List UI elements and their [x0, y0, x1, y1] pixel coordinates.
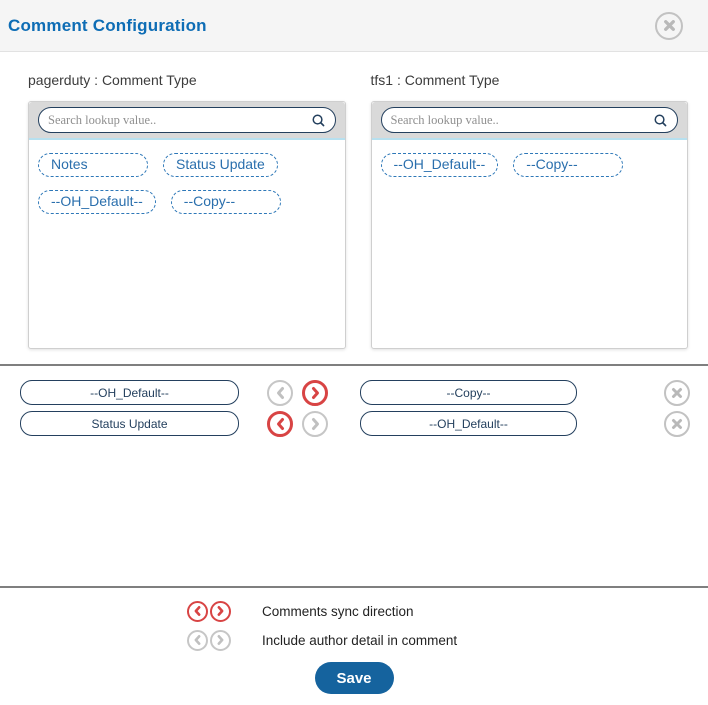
option-right-arrow-button[interactable]	[210, 601, 231, 622]
tfs1-chips-area	[372, 140, 688, 190]
chevron-right-icon	[216, 634, 225, 646]
tfs1-panel-label: tfs1 : Comment Type	[370, 72, 500, 88]
pagerduty-chips-area	[29, 140, 345, 227]
mapping-direction-arrows	[267, 411, 328, 437]
pagerduty-panel-label: pagerduty : Comment Type	[28, 72, 197, 88]
mapping-direction-arrows	[267, 380, 328, 406]
remove-mapping-button[interactable]	[664, 411, 690, 437]
close-dialog-button[interactable]	[655, 12, 683, 40]
comments-sync-direction-row	[0, 600, 708, 622]
save-button-container	[0, 662, 708, 694]
chevron-right-icon	[310, 386, 321, 400]
footer-options-section	[0, 588, 708, 694]
spacer	[0, 349, 708, 364]
mapping-left-value[interactable]: Status Update	[20, 411, 239, 436]
lookup-chip-copy[interactable]: --Copy--	[513, 153, 623, 177]
remove-icon	[671, 418, 683, 430]
lookup-chip-copy[interactable]: --Copy--	[171, 190, 281, 214]
option-left-arrow-button[interactable]	[187, 601, 208, 622]
include-author-detail-label: Include author detail in comment	[262, 632, 458, 648]
comments-sync-direction-label: Comments sync direction	[262, 603, 414, 619]
chevron-right-icon	[310, 417, 321, 431]
pagerduty-panel-column	[28, 72, 346, 349]
tfs1-lookup-panel	[371, 101, 689, 349]
mapping-left-value[interactable]: --OH_Default--	[20, 380, 239, 405]
search-icon	[653, 113, 668, 128]
direction-left-arrow-button[interactable]	[267, 411, 293, 437]
chevron-left-icon	[275, 386, 286, 400]
remove-icon	[671, 387, 683, 399]
direction-right-arrow-button[interactable]	[302, 411, 328, 437]
include-author-detail-row	[0, 629, 708, 651]
mapping-row-2	[0, 411, 708, 436]
search-icon	[311, 113, 326, 128]
option-right-arrow-button[interactable]	[210, 630, 231, 651]
save-button[interactable]: Save	[315, 662, 394, 694]
lookup-chip-oh-default[interactable]: --OH_Default--	[38, 190, 156, 214]
chevron-left-icon	[193, 634, 202, 646]
dialog-title: Comment Configuration	[8, 15, 207, 35]
tfs1-search-strip	[372, 102, 688, 140]
comments-sync-direction-arrows	[187, 601, 231, 622]
pagerduty-search-strip	[29, 102, 345, 140]
close-icon	[663, 19, 676, 32]
lookup-chip-oh-default[interactable]: --OH_Default--	[381, 153, 499, 177]
tfs1-search-box	[381, 107, 679, 133]
option-left-arrow-button[interactable]	[187, 630, 208, 651]
mapping-right-value[interactable]: --Copy--	[360, 380, 577, 405]
mapping-row-1	[0, 380, 708, 405]
include-author-detail-arrows	[187, 630, 231, 651]
direction-left-arrow-button[interactable]	[267, 380, 293, 406]
mapping-section	[0, 366, 708, 586]
lookup-chip-status-update[interactable]: Status Update	[163, 153, 278, 177]
dialog-header	[0, 0, 708, 52]
pagerduty-search-box	[38, 107, 336, 133]
remove-mapping-button[interactable]	[664, 380, 690, 406]
pagerduty-lookup-panel	[28, 101, 346, 349]
pagerduty-search-input[interactable]	[48, 113, 305, 128]
chevron-left-icon	[275, 417, 286, 431]
direction-right-arrow-button[interactable]	[302, 380, 328, 406]
chevron-right-icon	[216, 605, 225, 617]
lookup-chip-notes[interactable]: Notes	[38, 153, 148, 177]
tfs1-panel-column	[371, 72, 689, 349]
tfs1-search-input[interactable]	[391, 113, 648, 128]
chevron-left-icon	[193, 605, 202, 617]
mapping-right-value[interactable]: --OH_Default--	[360, 411, 577, 436]
lookup-panels	[0, 52, 708, 349]
